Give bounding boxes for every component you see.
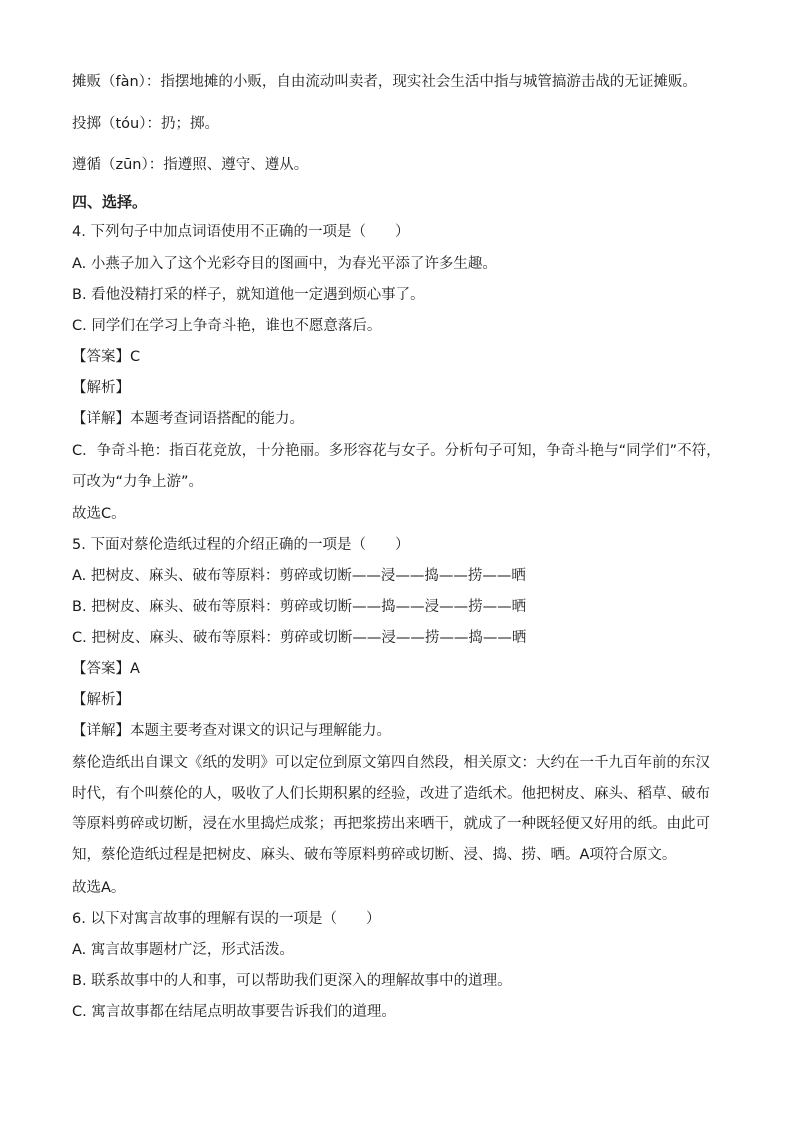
q5-option-a: A. 把树皮、麻头、破布等原料：剪碎或切断——浸——捣——捞——晒 xyxy=(72,568,526,584)
section-title: 四、选择。 xyxy=(72,193,148,211)
q4-stem: 4. 下列句子中加点词语使用不正确的一项是（ ） xyxy=(72,224,410,240)
q5-explanation: 蔡伦造纸出自课文《纸的发明》可以定位到原文第四自然段，相关原文：大约在一千九百年前的东汉时代，有个叫蔡伦的人，吸收了人们长期积累的经验，改进了造纸术。他把树皮、麻头、稻草、破布等原料剪碎或切断，浸在水里捣烂成浆；再把浆捞出来晒干，就成了一种既轻便又好用的纸。由此可知，蔡伦造纸过程是把树皮、麻头、破布等原料剪碎或切断、浸、捣、捞、晒。A项符合原文。 xyxy=(72,755,710,863)
q4-analysis-label: 【解析】 xyxy=(72,380,130,396)
q5-option-b: B. 把树皮、麻头、破布等原料：剪碎或切断——捣——浸——捞——晒 xyxy=(72,599,527,615)
q5-conclusion: 故选A。 xyxy=(72,880,126,896)
q4-answer: 【答案】C xyxy=(72,349,141,365)
q5-option-c: C. 把树皮、麻头、破布等原料：剪碎或切断——浸——捞——捣——晒 xyxy=(72,630,527,646)
q6-option-a: A. 寓言故事题材广泛，形式活泼。 xyxy=(72,942,294,958)
vocab-entry-tanfan: 摊贩（fàn）：指摆地摊的小贩，自由流动叫卖者，现实社会生活中指与城管搞游击战的无证摊贩。 xyxy=(72,74,697,90)
q6-option-c: C. 寓言故事都在结尾点明故事要告诉我们的道理。 xyxy=(72,1004,396,1020)
q5-answer: 【答案】A xyxy=(72,661,140,677)
q4-conclusion: 故选C。 xyxy=(72,506,126,522)
q5-stem: 5. 下面对蔡伦造纸过程的介绍正确的一项是（ ） xyxy=(72,537,410,553)
q6-option-b: B. 联系故事中的人和事，可以帮助我们更深入的理解故事中的道理。 xyxy=(72,973,512,989)
q5-analysis-label: 【解析】 xyxy=(72,692,130,708)
q4-explanation: C．争奇斗艳：指百花竞放，十分艳丽。多形容花与女子。分析句子可知，争奇斗艳与“同学们”不符，可改为“力争上游”。 xyxy=(72,443,721,490)
vocab-entry-zunxun: 遵循（zūn）：指遵照、遵守、遵从。 xyxy=(72,157,309,173)
q6-stem: 6. 以下对寓言故事的理解有误的一项是（ ） xyxy=(72,911,381,927)
q4-option-c: C. 同学们在学习上争奇斗艳，谁也不愿意落后。 xyxy=(72,318,382,334)
q5-detail: 【详解】本题主要考查对课文的识记与理解能力。 xyxy=(72,723,391,739)
q4-option-a: A. 小燕子加入了这个光彩夺目的图画中，为春光平添了许多生趣。 xyxy=(72,256,497,272)
vocab-entry-touzhi: 投掷（tóu）：扔；掷。 xyxy=(72,116,219,132)
q4-detail: 【详解】本题考查词语搭配的能力。 xyxy=(72,411,304,427)
q4-option-b: B. 看他没精打采的样子，就知道他一定遇到烦心事了。 xyxy=(72,287,425,303)
